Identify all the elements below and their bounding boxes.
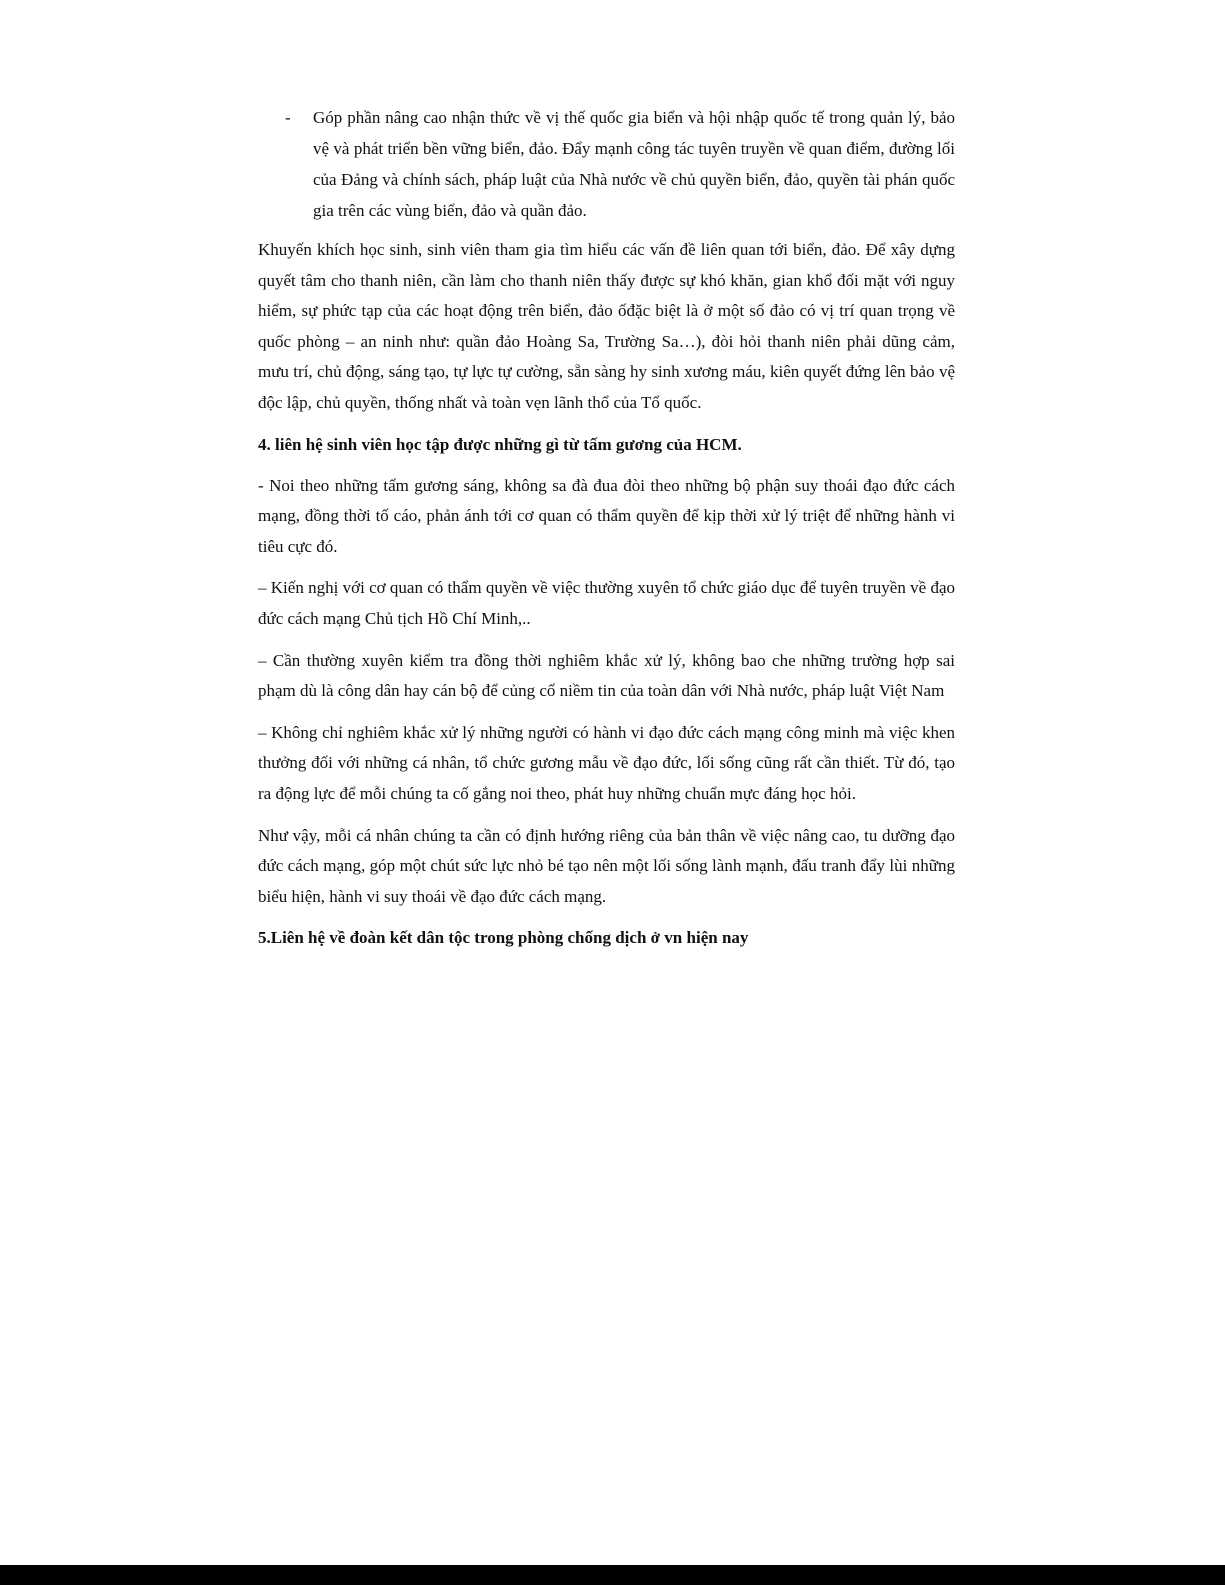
bottom-edge-bar	[0, 1565, 1225, 1585]
paragraph-item-2: – Kiến nghị với cơ quan có thẩm quyền về việc thường xuyên tổ chức giáo dục để tuyên truyền về đạo đức cách mạng Chủ tịch Hồ Chí Minh,..	[258, 578, 955, 628]
paragraph-item-1: - Noi theo những tấm gương sáng, không sa đà đua đòi theo những bộ phận suy thoái đạo đức cách mạng, đồng thời tố cáo, phản ánh tới cơ quan có thẩm quyền để kịp thời xử lý triệt để những hành vi tiêu cực đó.	[258, 475, 955, 556]
heading-section-5: 5.Liên hệ về đoàn kết dân tộc trong phòng chống dịch ở vn hiện nay	[258, 928, 749, 948]
paragraph-conclusion: Như vậy, mỗi cá nhân chúng ta cần có định hướng riêng của bản thân về việc nâng cao, tu dưỡng đạo đức cách mạng, góp một chút sức lực nhỏ bé tạo nên một lối sống lành mạnh, đấu tranh đẩy lùi những biểu hiện, hành vi suy thoái về đạo đức cách mạng.	[258, 825, 955, 906]
heading-section-4: 4. liên hệ sinh viên học tập được những gì từ tấm gương của HCM.	[258, 434, 742, 454]
bullet-marker: -	[285, 108, 291, 127]
paragraph-item-3: – Cần thường xuyên kiểm tra đồng thời nghiêm khắc xử lý, không bao che những trường hợp sai phạm dù là công dân hay cán bộ để củng cố niềm tin của toàn dân với Nhà nước, pháp luật Việt Nam	[258, 650, 955, 701]
bullet-item	[258, 102, 955, 226]
paragraph-encourage-students: Khuyến khích học sinh, sinh viên tham gia tìm hiểu các vấn đề liên quan tới biển, đảo. Để xây dựng quyết tâm cho thanh niên, cần làm cho thanh niên thấy được sự khó khăn, gian khổ đối mặt với nguy hiểm, sự phức tạp của các hoạt động trên biển, đảo ốđặc biệt là ở một số đảo có vị trí quan trọng về quốc phòng – an ninh như: quần đảo Hoàng Sa, Trường Sa…), đòi hỏi thanh niên phải dũng cảm, mưu trí, chủ động, sáng tạo, tự lực tự cường, sẵn sàng hy sinh xương máu, kiên quyết đứng lên bảo vệ độc lập, chủ quyền, thống nhất và toàn vẹn lãnh thổ của Tổ quốc.	[258, 240, 955, 412]
document-page	[258, 102, 955, 964]
bullet-text: Góp phần nâng cao nhận thức về vị thế quốc gia biển và hội nhập quốc tế trong quản lý, bảo vệ và phát triển bền vững biển, đảo. Đẩy mạnh công tác tuyên truyền về quan điểm, đường lối của Đảng và chính sách, pháp luật của Nhà nước về chủ quyền biển, đảo, quyền tài phán quốc gia trên các vùng biển, đảo và quần đảo.	[313, 108, 955, 220]
paragraph-item-4: – Không chỉ nghiêm khắc xử lý những người có hành vi đạo đức cách mạng công minh mà việc khen thưởng đối với những cá nhân, tổ chức gương mẫu về đạo đức, lối sống cũng rất cần thiết. Từ đó, tạo ra động lực để mỗi chúng ta cố gắng noi theo, phát huy những chuẩn mực đáng học hỏi.	[258, 722, 955, 803]
